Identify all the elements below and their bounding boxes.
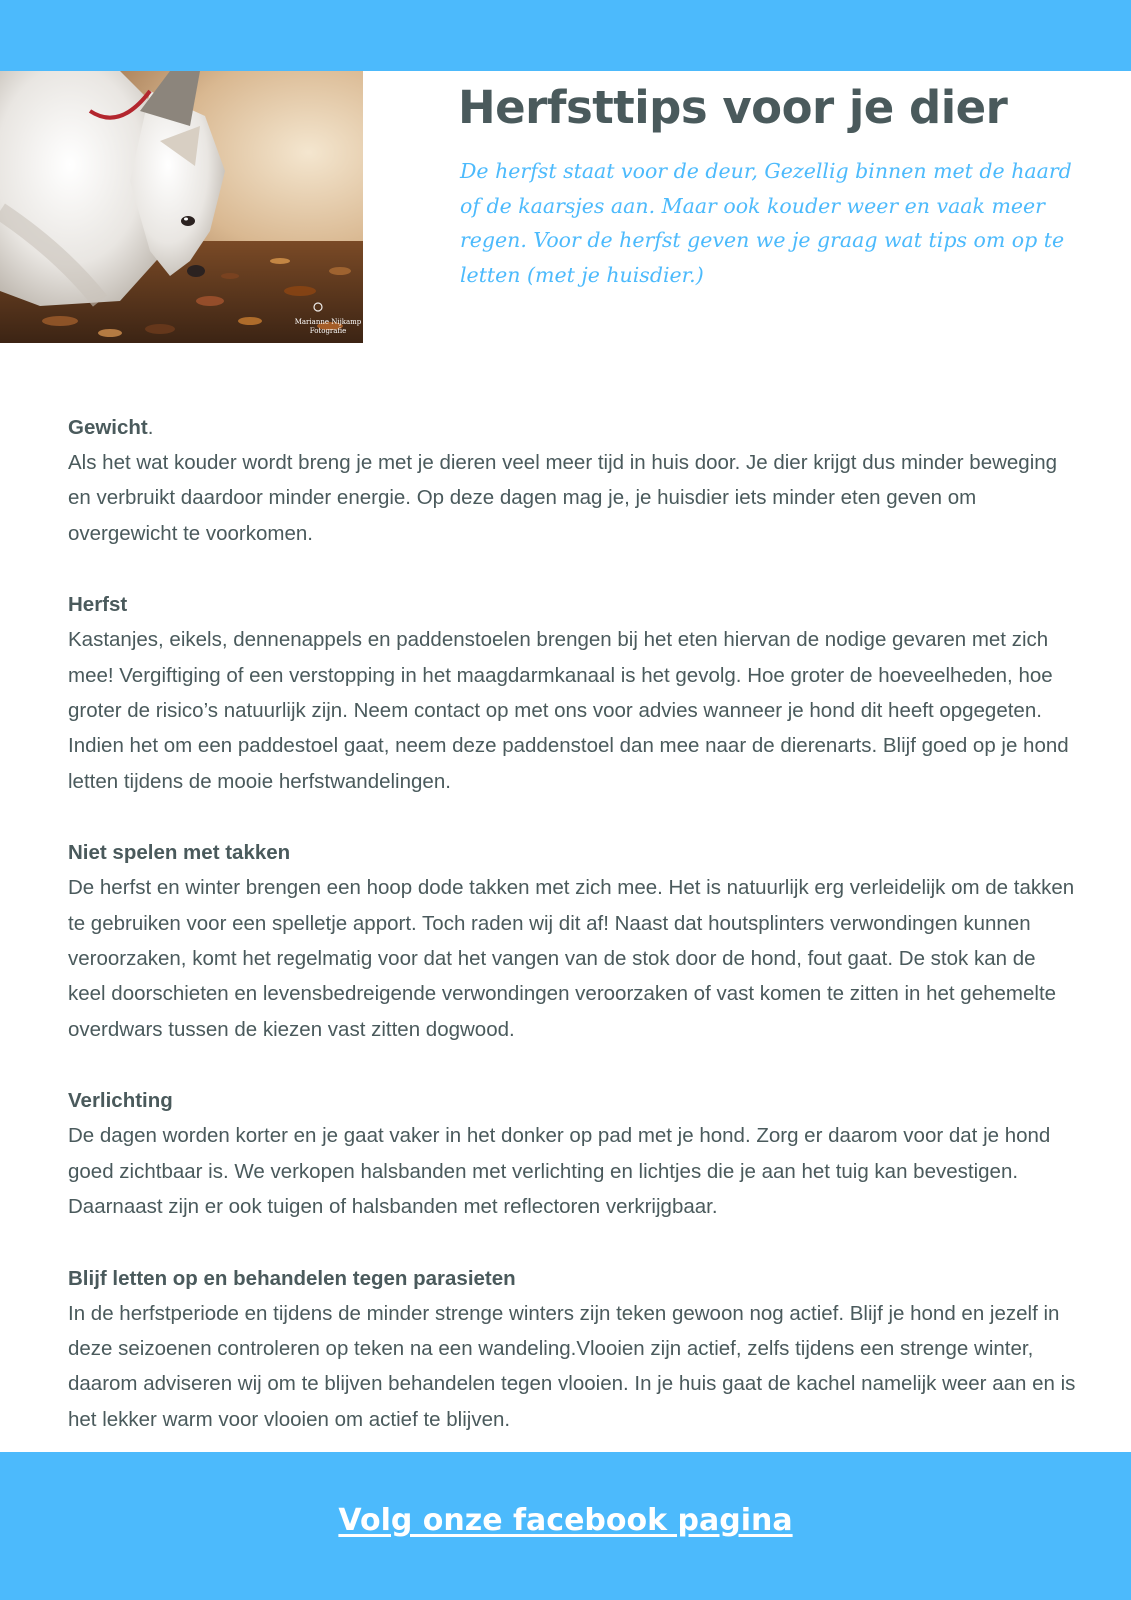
section-heading: Verlichting [68,1089,173,1113]
section-body: Als het wat kouder wordt breng je met je dieren veel meer tijd in huis door. Je dier krijgt dus minder beweging en verbruikt daardoor minder energie. Op deze dagen mag je, je huisdier iets minder eten geven om overgewicht te voorkomen. [68,451,1058,545]
watermark-line-1: Marianne Nijkamp [294,318,362,326]
section-heading: Niet spelen met takken [68,841,291,865]
top-banner [0,0,1131,71]
section-heading: Herfst [68,593,128,617]
section-heading-suffix: . [147,416,154,439]
section-heading: Blijf letten op en behandelen tegen parasieten [68,1266,516,1290]
section-gewicht [68,410,1078,551]
husky-puppy-photo [0,71,363,343]
section-parasieten [68,1261,1078,1438]
section-verlichting [68,1083,1078,1224]
section-herfst [68,587,1078,799]
section-takken [68,835,1078,1047]
section-body: De dagen worden korter en je gaat vaker in het donker op pad met je hond. Zorg er daarom voor dat je hond goed zichtbaar is. We verkopen halsbanden met verlichting en lichtjes die je aan het tuig kan bevestigen. Daarnaast zijn er ook tuigen of halsbanden met reflectoren verkrijgbaar. [68,1124,1051,1219]
section-body: In de herfstperiode en tijdens de minder strenge winters zijn teken gewoon nog actief. Blijf je hond en jezelf in deze seizoenen controleren op teken na een wandeling.Vlooien zijn actief, zelfs tijdens een strenge winter, daarom adviseren wij om te blijven behandelen tegen vlooien. In je huis gaat de kachel namelijk weer aan en is het lekker warm voor vlooien om actief te blijven. [68,1301,1076,1431]
watermark-line-2: Fotografie [309,327,347,335]
section-body: Kastanjes, eikels, dennenappels en paddenstoelen brengen bij het eten hiervan de nodige gevaren met zich mee! Vergiftiging of een verstopping in het maagdarmkanaal is het gevolg. Hoe groter de hoeveelheden, hoe groter de risico’s natuurlijk zijn. Neem contact op met ons voor advies wanneer je hond dit heeft opgegeten. Indien het om een paddestoel gaat, neem deze paddenstoel dan mee naar de dierenarts. Blijf goed op je hond letten tijdens de mooie herfstwandelingen. [68,628,1069,793]
intro-text: De herfst staat voor de deur, Gezellig binnen met de haard of de kaarsjes aan. Maar ook kouder weer en vaak meer regen. Voor de herfst geven we je graag wat tips om op te letten (met je huisdier.) [460,159,1072,287]
facebook-page-link[interactable]: Volg onze facebook pagina [338,1503,793,1538]
section-heading [68,410,1078,445]
tips-content [68,410,1078,1473]
section-heading-text: Gewicht [68,416,148,439]
page-title: Herfsttips voor je dier [458,81,1008,134]
section-body: De herfst en winter brengen een hoop dode takken met zich mee. Het is natuurlijk erg verleidelijk om de takken te gebruiken voor een spelletje apport. Toch raden wij dit af! Naast dat houtsplinters verwondingen kunnen veroorzaken, komt het regelmatig voor dat het vangen van de stok door de hond, fout gaat. De stok kan de keel doorschieten en levensbedreigende verwondingen veroorzaken of vast komen te zitten in het gehemelte overdwars tussen de kiezen vast zitten dogwood. [68,876,1075,1041]
